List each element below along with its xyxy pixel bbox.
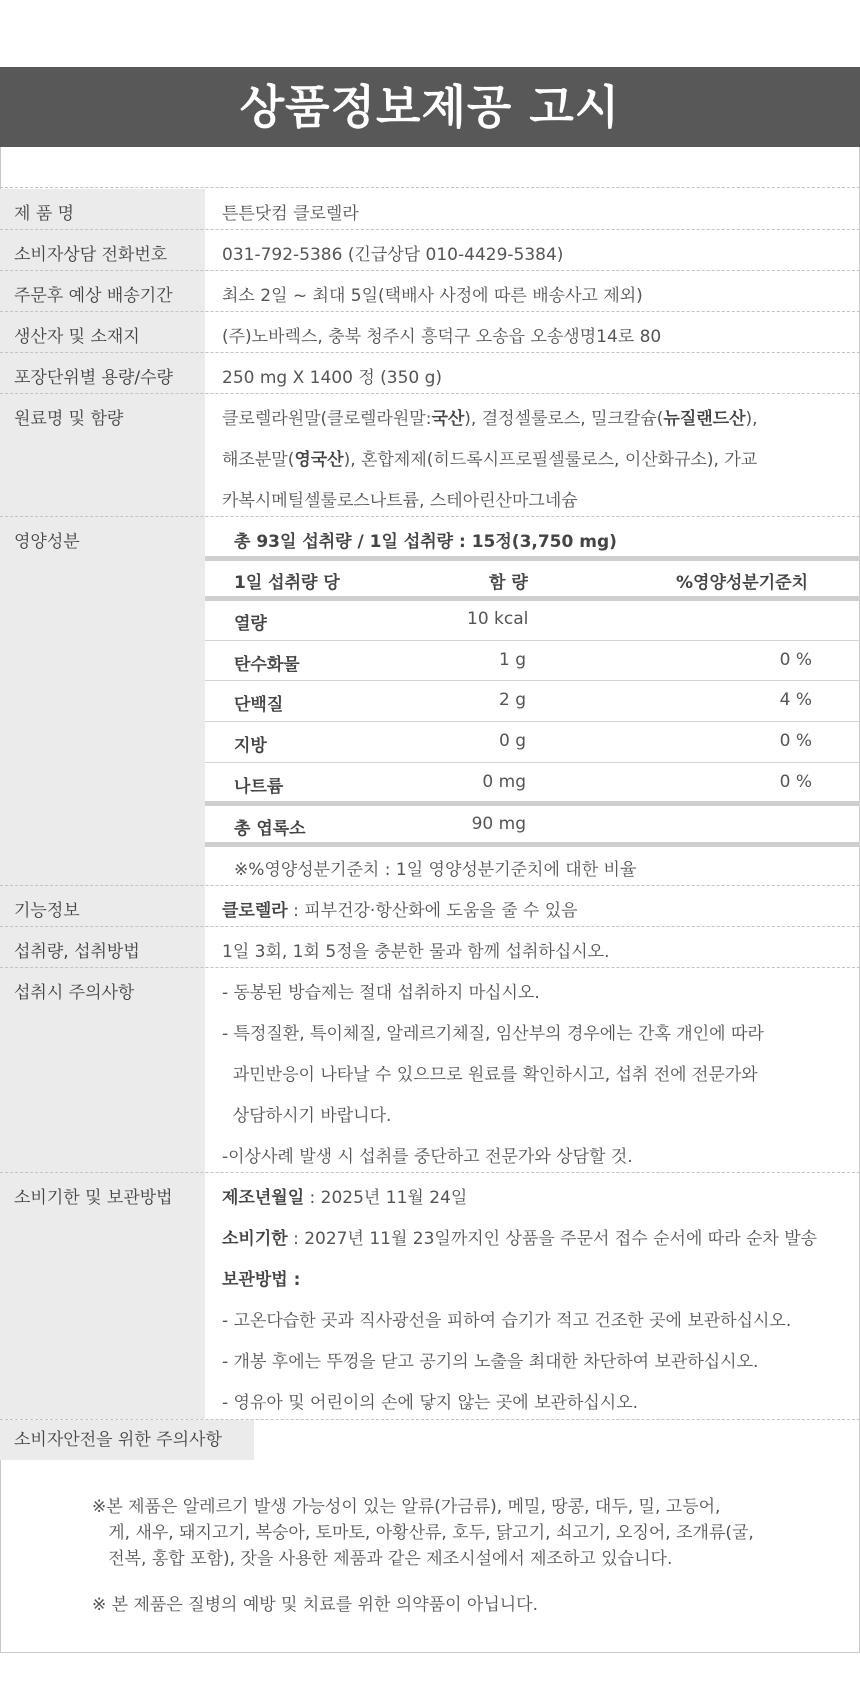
nutrient-name: 열량: [234, 614, 267, 634]
nutrient-row-divider: [205, 680, 860, 681]
row-divider: [0, 393, 860, 394]
nutrient-extra-name: 총 엽록소: [234, 819, 306, 839]
ingredients-label: 원료명 및 함량: [14, 409, 124, 429]
nutrient-name: 탄수화물: [234, 655, 300, 675]
nutrition-rule-bottom: [205, 842, 860, 847]
nutrient-percent: 4 %: [779, 690, 812, 710]
storage-label: 소비기한 및 보관방법: [14, 1188, 173, 1208]
nutrient-extra-amount: 90 mg: [471, 814, 526, 834]
medicine-disclaimer: ※ 본 제품은 질병의 예방 및 치료를 위한 의약품이 아닙니다.: [92, 1595, 538, 1615]
nutrient-name: 지방: [234, 736, 267, 756]
storage-method-heading: 보관방법 :: [222, 1270, 301, 1290]
nutrition-header-percent: %영양성분기준치: [676, 573, 808, 593]
caution-line: - 특정질환, 특이체질, 알레르기체질, 임산부의 경우에는 간혹 개인에 따라: [222, 1024, 764, 1044]
ingredients-line-3: 카복시메틸셀룰로스나트륨, 스테아린산마그네슘: [222, 491, 578, 511]
storage-line: - 고온다습한 곳과 직사광선을 피하여 습기가 적고 건조한 곳에 보관하십시오.: [222, 1311, 792, 1331]
expiry-date: 소비기한 : 2027년 11월 23일까지인 상품을 주문서 접수 순서에 따라 순차 발송: [222, 1229, 818, 1249]
nutrition-rule-top: [205, 556, 860, 561]
nutrition-rule-header: [205, 596, 860, 601]
producer-label: 생산자 및 소재지: [14, 327, 140, 347]
product-name-label: 제 품 명: [14, 204, 75, 224]
row-divider: [0, 516, 860, 517]
row-divider: [0, 967, 860, 968]
nutrient-amount: 0 g: [498, 731, 526, 751]
row-divider: [0, 352, 860, 353]
nutrient-name: 단백질: [234, 695, 284, 715]
storage-line: - 영유아 및 어린이의 손에 닿지 않는 곳에 보관하십시오.: [222, 1393, 639, 1413]
phone-value: 031-792-5386 (긴급상담 010-4429-5384): [222, 245, 564, 265]
nutrient-percent: 0 %: [779, 650, 812, 670]
manufacture-date: 제조년월일 : 2025년 11월 24일: [222, 1188, 468, 1208]
page-title: 상품정보제공 고시: [239, 80, 621, 134]
storage-line: - 개봉 후에는 뚜껑을 닫고 공기의 노출을 최대한 차단하여 보관하십시오.: [222, 1352, 759, 1372]
nutrient-row-divider: [205, 762, 860, 763]
nutrient-name: 나트륨: [234, 777, 284, 797]
nutrient-amount: 10 kcal: [467, 609, 529, 629]
function-label: 기능정보: [14, 901, 80, 921]
caution-line: 상담하시기 바랍니다.: [222, 1106, 392, 1126]
nutrition-header-basis: 1일 섭취량 당: [234, 573, 340, 593]
nutrient-amount: 0 mg: [482, 772, 526, 792]
row-divider: [0, 1172, 860, 1173]
caution-line: -이상사례 발생 시 섭취를 중단하고 전문가와 상담할 것.: [222, 1147, 633, 1167]
phone-label: 소비자상담 전화번호: [14, 245, 168, 265]
nutrition-summary: 총 93일 섭취량 / 1일 섭취량 : 15정(3,750 mg): [234, 532, 617, 552]
ingredients-line-2: 해조분말(영국산), 혼합제제(히드록시프로필셀룰로스, 이산화규소), 가교: [222, 450, 758, 470]
delivery-label: 주문후 예상 배송기간: [14, 286, 173, 306]
row-divider: [0, 926, 860, 927]
nutrition-header-amount: 함 량: [489, 573, 528, 593]
nutrient-amount: 2 g: [498, 690, 526, 710]
nutrition-rule-mid: [205, 801, 860, 806]
page-header: [0, 67, 860, 147]
nutrient-row-divider: [205, 721, 860, 722]
allergen-notice-line: 전복, 홍합 포함), 잣을 사용한 제품과 같은 제조시설에서 제조하고 있습니다.: [92, 1549, 673, 1569]
allergen-notice-line: ※본 제품은 알레르기 발생 가능성이 있는 알류(가금류), 메밀, 땅콩, 대두, 밀, 고등어,: [92, 1497, 721, 1517]
intake-value: 1일 3회, 1회 5정을 충분한 물과 함께 섭취하십시오.: [222, 942, 610, 962]
row-divider: [0, 311, 860, 312]
producer-value: (주)노바렉스, 충북 청주시 흥덕구 오송읍 오송생명14로 80: [222, 327, 662, 347]
allergen-notice-line: 게, 새우, 돼지고기, 복숭아, 토마토, 아황산류, 호두, 닭고기, 쇠고기, 오징어, 조개류(굴,: [92, 1523, 754, 1543]
caution-line: - 동봉된 방습제는 절대 섭취하지 마십시오.: [222, 983, 540, 1003]
nutrient-amount: 1 g: [498, 650, 526, 670]
cautions-label: 섭취시 주의사항: [14, 983, 135, 1003]
capacity-label: 포장단위별 용량/수량: [14, 368, 173, 388]
row-divider: [0, 270, 860, 271]
delivery-value: 최소 2일 ~ 최대 5일(택배사 사정에 따른 배송사고 제외): [222, 286, 643, 306]
intake-label: 섭취량, 섭취방법: [14, 942, 140, 962]
nutrient-percent: 0 %: [779, 772, 812, 792]
row-divider: [0, 229, 860, 230]
caution-line: 과민반응이 나타날 수 있으므로 원료를 확인하시고, 섭취 전에 전문가와: [222, 1065, 758, 1085]
safety-section-tab: 소비자안전을 위한 주의사항: [0, 1420, 254, 1460]
row-divider: [0, 885, 860, 886]
nutrition-footnote: ※%영양성분기준치 : 1일 영양성분기준치에 대한 비율: [234, 860, 637, 880]
nutrition-label: 영양성분: [14, 532, 80, 552]
capacity-value: 250 mg X 1400 정 (350 g): [222, 368, 443, 388]
ingredients-line-1: 클로렐라원말(클로렐라원말:국산), 결정셀룰로스, 밀크칼슘(뉴질랜드산),: [222, 409, 758, 429]
function-value: 클로렐라 : 피부건강·항산화에 도움을 줄 수 있음: [222, 901, 578, 921]
nutrient-percent: 0 %: [779, 731, 812, 751]
nutrient-row-divider: [205, 640, 860, 641]
product-name-value: 튼튼닷컴 클로렐라: [222, 204, 359, 224]
table-top-spacer: [0, 147, 860, 188]
